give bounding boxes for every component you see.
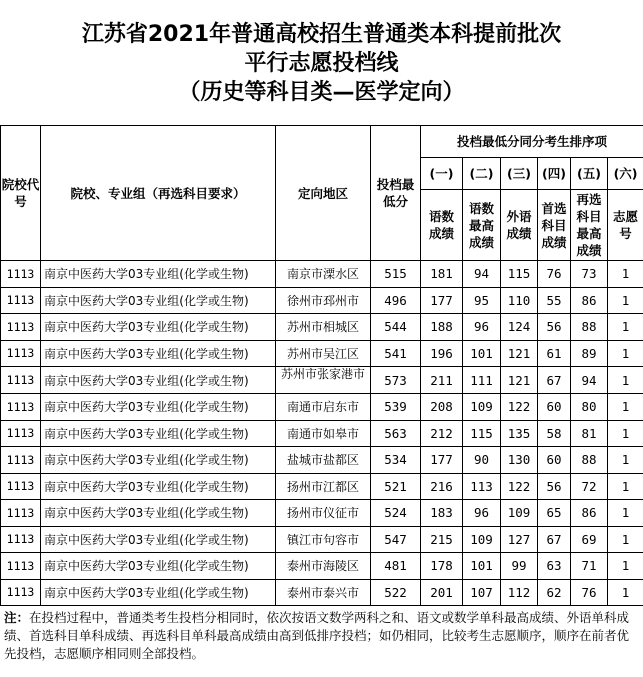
cell-region: 镇江市句容市 bbox=[276, 526, 371, 553]
cell-school-group: 南京中医药大学03专业组(化学或生物) bbox=[41, 367, 276, 394]
cell-school-group: 南京中医药大学03专业组(化学或生物) bbox=[41, 500, 276, 527]
cell-rank-3: 112 bbox=[501, 579, 538, 606]
cell-min-score: 541 bbox=[371, 340, 421, 367]
cell-rank-4: 56 bbox=[538, 314, 571, 341]
cell-school-group: 南京中医药大学03专业组(化学或生物) bbox=[41, 394, 276, 421]
cell-rank-4: 56 bbox=[538, 473, 571, 500]
cell-rank-4: 63 bbox=[538, 553, 571, 580]
cell-rank-5: 86 bbox=[571, 287, 608, 314]
cell-min-score: 481 bbox=[371, 553, 421, 580]
header-rank-num: (一) bbox=[421, 158, 463, 190]
cell-volunteer-no: 1 bbox=[608, 447, 643, 474]
cell-rank-4: 61 bbox=[538, 340, 571, 367]
cell-min-score: 524 bbox=[371, 500, 421, 527]
header-rank-num: (五) bbox=[571, 158, 608, 190]
cell-min-score: 521 bbox=[371, 473, 421, 500]
table-row bbox=[1, 394, 643, 421]
footnote bbox=[4, 609, 640, 663]
cell-rank-5: 88 bbox=[571, 314, 608, 341]
header-region: 定向地区 bbox=[276, 126, 371, 261]
cell-rank-1: 201 bbox=[421, 579, 463, 606]
title-line-1: 江苏省2021年普通高校招生普通类本科提前批次 bbox=[81, 22, 562, 47]
cell-volunteer-no: 1 bbox=[608, 473, 643, 500]
cell-volunteer-no: 1 bbox=[608, 287, 643, 314]
cell-rank-5: 81 bbox=[571, 420, 608, 447]
header-min-score: 投档最低分 bbox=[371, 126, 421, 261]
cell-rank-3: 99 bbox=[501, 553, 538, 580]
table-row bbox=[1, 367, 643, 394]
cell-region: 盐城市盐都区 bbox=[276, 447, 371, 474]
header-rank-item: 志愿号 bbox=[608, 190, 643, 261]
cell-min-score: 573 bbox=[371, 367, 421, 394]
cell-region: 泰州市泰兴市 bbox=[276, 579, 371, 606]
cell-rank-2: 115 bbox=[463, 420, 501, 447]
header-school: 院校、专业组（再选科目要求） bbox=[41, 126, 276, 261]
cell-school-code: 1113 bbox=[1, 394, 41, 421]
table-row bbox=[1, 340, 643, 367]
title-line-3: （历史等科目类—医学定向） bbox=[178, 80, 465, 105]
cell-volunteer-no: 1 bbox=[608, 526, 643, 553]
cell-rank-1: 188 bbox=[421, 314, 463, 341]
cell-rank-1: 216 bbox=[421, 473, 463, 500]
cell-rank-3: 124 bbox=[501, 314, 538, 341]
cell-rank-2: 95 bbox=[463, 287, 501, 314]
region-text: 苏州市张家港市 bbox=[280, 367, 365, 381]
cell-rank-2: 107 bbox=[463, 579, 501, 606]
header-rank-num: (三) bbox=[501, 158, 538, 190]
cell-min-score: 522 bbox=[371, 579, 421, 606]
cell-rank-3: 127 bbox=[501, 526, 538, 553]
document-title bbox=[0, 0, 643, 105]
cell-volunteer-no: 1 bbox=[608, 420, 643, 447]
cell-volunteer-no: 1 bbox=[608, 553, 643, 580]
cell-rank-2: 94 bbox=[463, 261, 501, 288]
header-rank-item: 再选科目最高成绩 bbox=[571, 190, 608, 261]
header-rank-group: 投档最低分同分考生排序项 bbox=[421, 126, 643, 158]
cell-rank-2: 113 bbox=[463, 473, 501, 500]
table-row bbox=[1, 500, 643, 527]
cell-min-score: 563 bbox=[371, 420, 421, 447]
cell-rank-1: 211 bbox=[421, 367, 463, 394]
cell-rank-5: 69 bbox=[571, 526, 608, 553]
cell-rank-4: 60 bbox=[538, 394, 571, 421]
header-rank-num: (六) bbox=[608, 158, 643, 190]
cell-school-code: 1113 bbox=[1, 473, 41, 500]
table-row bbox=[1, 473, 643, 500]
cell-school-code: 1113 bbox=[1, 526, 41, 553]
cell-rank-4: 67 bbox=[538, 367, 571, 394]
cell-rank-4: 58 bbox=[538, 420, 571, 447]
cell-rank-3: 130 bbox=[501, 447, 538, 474]
header-rank-item: 首选科目成绩 bbox=[538, 190, 571, 261]
cell-region: 泰州市海陵区 bbox=[276, 553, 371, 580]
cell-volunteer-no: 1 bbox=[608, 367, 643, 394]
table-row bbox=[1, 553, 643, 580]
cell-rank-4: 55 bbox=[538, 287, 571, 314]
cell-rank-5: 86 bbox=[571, 500, 608, 527]
cell-school-group: 南京中医药大学03专业组(化学或生物) bbox=[41, 420, 276, 447]
cell-school-code: 1113 bbox=[1, 287, 41, 314]
cell-rank-5: 72 bbox=[571, 473, 608, 500]
cell-school-code: 1113 bbox=[1, 447, 41, 474]
cell-min-score: 496 bbox=[371, 287, 421, 314]
cell-rank-2: 96 bbox=[463, 314, 501, 341]
cell-school-group: 南京中医药大学03专业组(化学或生物) bbox=[41, 526, 276, 553]
cell-rank-4: 60 bbox=[538, 447, 571, 474]
cell-rank-2: 90 bbox=[463, 447, 501, 474]
cell-min-score: 539 bbox=[371, 394, 421, 421]
title-line-2: 平行志愿投档线 bbox=[244, 51, 399, 76]
cell-rank-3: 122 bbox=[501, 473, 538, 500]
cell-rank-3: 135 bbox=[501, 420, 538, 447]
cell-min-score: 534 bbox=[371, 447, 421, 474]
table-row bbox=[1, 287, 643, 314]
cell-rank-2: 96 bbox=[463, 500, 501, 527]
cell-min-score: 515 bbox=[371, 261, 421, 288]
header-rank-item: 外语成绩 bbox=[501, 190, 538, 261]
cell-volunteer-no: 1 bbox=[608, 314, 643, 341]
cell-rank-4: 76 bbox=[538, 261, 571, 288]
cell-rank-1: 196 bbox=[421, 340, 463, 367]
cell-rank-2: 109 bbox=[463, 526, 501, 553]
cell-school-code: 1113 bbox=[1, 261, 41, 288]
cell-school-group: 南京中医药大学03专业组(化学或生物) bbox=[41, 579, 276, 606]
cell-rank-5: 76 bbox=[571, 579, 608, 606]
header-rank-num: (四) bbox=[538, 158, 571, 190]
cell-rank-1: 183 bbox=[421, 500, 463, 527]
cell-min-score: 544 bbox=[371, 314, 421, 341]
cell-rank-1: 177 bbox=[421, 287, 463, 314]
cell-volunteer-no: 1 bbox=[608, 261, 643, 288]
cell-school-code: 1113 bbox=[1, 579, 41, 606]
header-rank-item: 语数最高成绩 bbox=[463, 190, 501, 261]
table-row bbox=[1, 261, 643, 288]
cell-school-group: 南京中医药大学03专业组(化学或生物) bbox=[41, 473, 276, 500]
table-row bbox=[1, 579, 643, 606]
cell-rank-4: 67 bbox=[538, 526, 571, 553]
cell-rank-2: 109 bbox=[463, 394, 501, 421]
cell-rank-3: 109 bbox=[501, 500, 538, 527]
cell-rank-3: 121 bbox=[501, 340, 538, 367]
cell-school-group: 南京中医药大学03专业组(化学或生物) bbox=[41, 314, 276, 341]
cell-rank-5: 88 bbox=[571, 447, 608, 474]
cell-rank-2: 101 bbox=[463, 553, 501, 580]
cell-volunteer-no: 1 bbox=[608, 394, 643, 421]
cell-region: 苏州市吴江区 bbox=[276, 340, 371, 367]
cell-rank-5: 73 bbox=[571, 261, 608, 288]
table-row bbox=[1, 314, 643, 341]
cell-volunteer-no: 1 bbox=[608, 500, 643, 527]
cell-rank-1: 178 bbox=[421, 553, 463, 580]
cell-school-code: 1113 bbox=[1, 367, 41, 394]
cell-rank-5: 89 bbox=[571, 340, 608, 367]
cell-school-group: 南京中医药大学03专业组(化学或生物) bbox=[41, 447, 276, 474]
cell-school-group: 南京中医药大学03专业组(化学或生物) bbox=[41, 261, 276, 288]
cell-rank-3: 121 bbox=[501, 367, 538, 394]
cell-region: 扬州市仪征市 bbox=[276, 500, 371, 527]
cell-region: 南通市如皋市 bbox=[276, 420, 371, 447]
cell-region: 南京市溧水区 bbox=[276, 261, 371, 288]
cell-school-group: 南京中医药大学03专业组(化学或生物) bbox=[41, 553, 276, 580]
cell-rank-5: 71 bbox=[571, 553, 608, 580]
cell-school-code: 1113 bbox=[1, 553, 41, 580]
footnote-label: 注： bbox=[4, 610, 30, 625]
cell-school-code: 1113 bbox=[1, 340, 41, 367]
cell-volunteer-no: 1 bbox=[608, 579, 643, 606]
header-rank-num: (二) bbox=[463, 158, 501, 190]
cell-min-score: 547 bbox=[371, 526, 421, 553]
cell-rank-1: 208 bbox=[421, 394, 463, 421]
cell-rank-3: 110 bbox=[501, 287, 538, 314]
cell-region: 徐州市邳州市 bbox=[276, 287, 371, 314]
cell-rank-1: 215 bbox=[421, 526, 463, 553]
cell-rank-4: 62 bbox=[538, 579, 571, 606]
header-code: 院校代号 bbox=[1, 126, 41, 261]
cell-region: 扬州市江都区 bbox=[276, 473, 371, 500]
footnote-text: 在投档过程中，普通类考生投档分相同时，依次按语文数学两科之和、语文或数学单科最高成绩、外语单科成绩、首选科目单科成绩、再选科目单科最高成绩由高到低排序投档；如仍相同，比较考生志愿顺序，顺序在前者优先投档，志愿顺序相同则全部投档。 bbox=[4, 610, 630, 661]
header-rank-item: 语数成绩 bbox=[421, 190, 463, 261]
cell-rank-1: 181 bbox=[421, 261, 463, 288]
cell-rank-4: 65 bbox=[538, 500, 571, 527]
cell-region: 苏州市相城区 bbox=[276, 314, 371, 341]
cell-rank-3: 122 bbox=[501, 394, 538, 421]
cell-rank-1: 212 bbox=[421, 420, 463, 447]
cell-volunteer-no: 1 bbox=[608, 340, 643, 367]
cell-rank-5: 94 bbox=[571, 367, 608, 394]
cell-school-code: 1113 bbox=[1, 314, 41, 341]
cell-region: 南通市启东市 bbox=[276, 394, 371, 421]
table-row bbox=[1, 420, 643, 447]
cell-region bbox=[276, 367, 371, 394]
cell-school-code: 1113 bbox=[1, 500, 41, 527]
cell-rank-2: 101 bbox=[463, 340, 501, 367]
cell-rank-3: 115 bbox=[501, 261, 538, 288]
cell-rank-1: 177 bbox=[421, 447, 463, 474]
cell-school-code: 1113 bbox=[1, 420, 41, 447]
admission-score-table bbox=[0, 125, 643, 606]
table-row bbox=[1, 526, 643, 553]
table-row bbox=[1, 447, 643, 474]
cell-school-group: 南京中医药大学03专业组(化学或生物) bbox=[41, 340, 276, 367]
cell-rank-2: 111 bbox=[463, 367, 501, 394]
cell-rank-5: 80 bbox=[571, 394, 608, 421]
cell-school-group: 南京中医药大学03专业组(化学或生物) bbox=[41, 287, 276, 314]
